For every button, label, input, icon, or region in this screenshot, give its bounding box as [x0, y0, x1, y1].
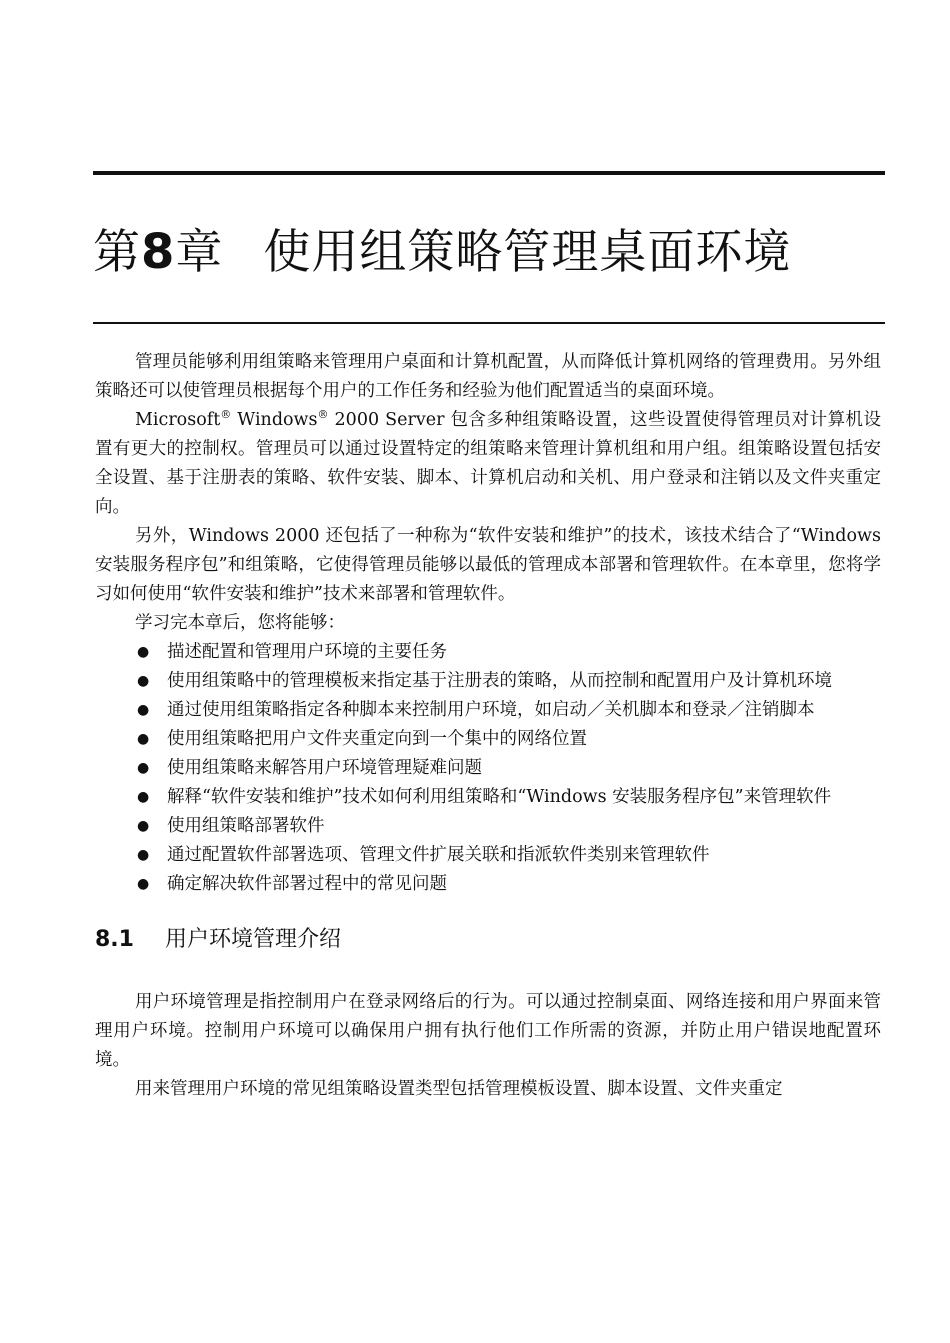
objective-item: ● 解释“软件安装和维护”技术如何利用组策略和“Windows 安装服务程序包”来管理软件 — [95, 783, 881, 812]
intro-paragraph-2: Microsoft® Windows® 2000 Server 包含多种组策略设置，这些设置使得管理员对计算机设置有更大的控制权。管理员可以通过设置特定的组策略来管理计算机组和用户组。组策略设置包括安全设置、基于注册表的策略、软件安装、脚本、计算机启动和关机、用户登录和注销以及文件夹重定向。 — [95, 408, 882, 517]
chapter-title: 使用组策略管理桌面环境 — [263, 225, 792, 280]
objective-item: ● 使用组策略把用户文件夹重定向到一个集中的网络位置 — [95, 725, 881, 754]
section-heading — [95, 924, 881, 956]
intro-paragraph-3: 另外，Windows 2000 还包括了一种称为“软件安装和维护”的技术，该技术结合了“Windows 安装服务程序包”和组策略，它使得管理员能够以最低的管理成本部署和管理软件。在本章里，您将学习如何使用“软件安装和维护”技术来部署和管理软件。 — [95, 526, 881, 604]
bullet-icon: ● — [137, 818, 150, 834]
objectives-list — [95, 638, 881, 899]
chapter-top-rule — [93, 171, 885, 175]
objective-item: ● 使用组策略来解答用户环境管理疑难问题 — [95, 754, 881, 783]
bullet-icon: ● — [137, 702, 150, 718]
bullet-icon: ● — [137, 644, 150, 660]
bullet-icon: ● — [137, 731, 150, 747]
bullet-icon: ● — [137, 876, 150, 892]
section-number: 8.1 — [95, 927, 134, 952]
section-paragraph-1: 用户环境管理是指控制用户在登录网络后的行为。可以通过控制桌面、网络连接和用户界面来管理用户环境。控制用户环境可以确保用户拥有执行他们工作所需的资源，并防止用户错误地配置环境。 — [95, 992, 881, 1070]
chapter-suffix: 章 — [175, 225, 224, 280]
objective-item: ● 通过配置软件部署选项、管理文件扩展关联和指派软件类别来管理软件 — [95, 841, 881, 870]
intro-paragraph-1: 管理员能够利用组策略来管理用户桌面和计算机配置，从而降低计算机网络的管理费用。另外组策略还可以使管理员根据每个用户的工作任务和经验为他们配置适当的桌面环境。 — [95, 352, 881, 401]
chapter-bottom-rule — [93, 322, 885, 324]
page-body — [95, 348, 881, 1104]
bullet-icon: ● — [137, 789, 150, 805]
chapter-number: 8 — [141, 224, 176, 280]
objective-item: ● 使用组策略中的管理模板来指定基于注册表的策略，从而控制和配置用户及计算机环境 — [95, 667, 881, 696]
chapter-heading — [93, 218, 791, 287]
section-paragraph-2: 用来管理用户环境的常见组策略设置类型包括管理模板设置、脚本设置、文件夹重定 — [135, 1079, 783, 1099]
objective-item: ● 描述配置和管理用户环境的主要任务 — [95, 638, 881, 667]
bullet-icon: ● — [137, 847, 150, 863]
bullet-icon: ● — [137, 760, 150, 776]
chapter-prefix: 第 — [93, 225, 141, 280]
intro-paragraph-4: 学习完本章后，您将能够： — [135, 613, 345, 633]
bullet-icon: ● — [137, 673, 150, 689]
section-title: 用户环境管理介绍 — [165, 927, 342, 952]
objective-item: ● 通过使用组策略指定各种脚本来控制用户环境，如启动／关机脚本和登录／注销脚本 — [95, 696, 881, 725]
objective-item: ● 确定解决软件部署过程中的常见问题 — [95, 870, 881, 899]
objective-item: ● 使用组策略部署软件 — [95, 812, 881, 841]
